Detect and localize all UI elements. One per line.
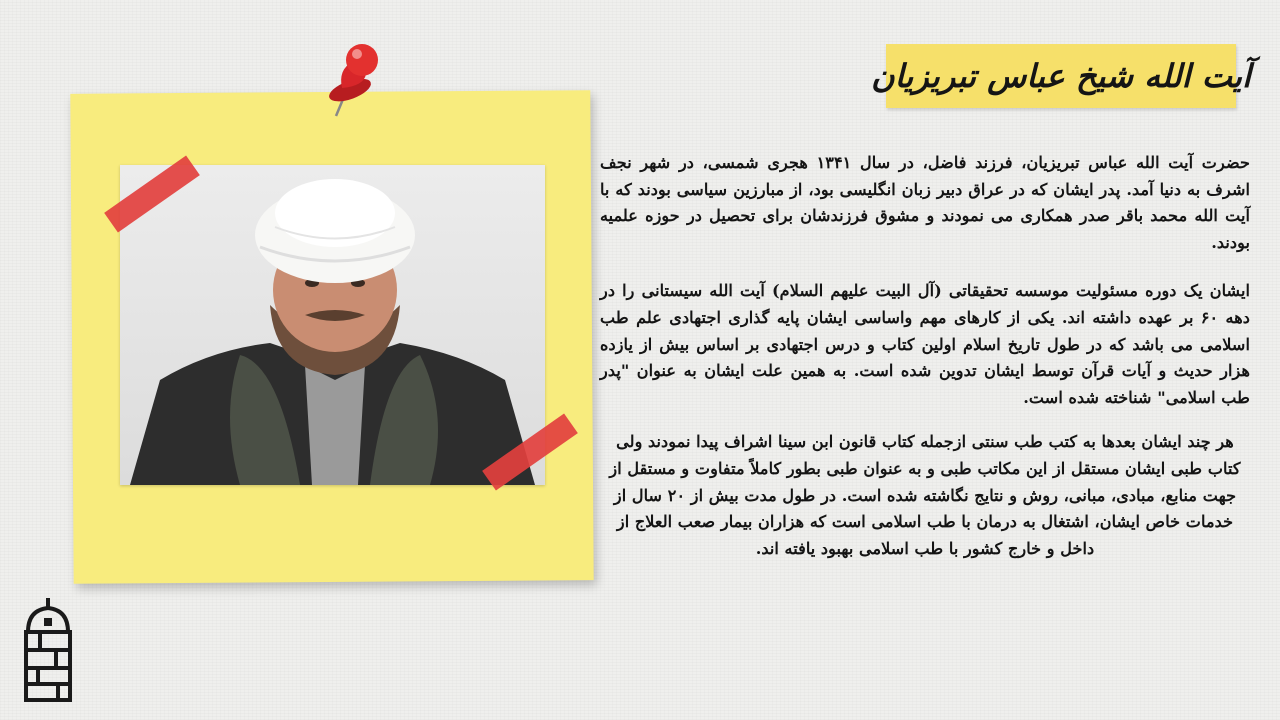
paragraph-2: ایشان یک دوره مسئولیت موسسه تحقیقاتی (آل البیت علیهم السلام) آیت الله سیستانی را در دهه ۶۰ بر عهده داشته اند. یکی از کارهای مهم واساسی ایشان پایه گذاری اجتهادی علم طب اسلامی می باشد که در طول تاریخ اسلام اولین کتاب و درس اجتهادی بر اساس بیش از یازده هزار حدیث و آیات قرآن توسط ایشان تدوین شده است. به همین علت ایشان به عنوان "پدر طب اسلامی" شناخته شده است. — [600, 281, 1250, 407]
portrait-illustration — [120, 165, 545, 485]
biography-text — [600, 150, 1250, 584]
paragraph-1: حضرت آیت الله عباس تبریزیان، فرزند فاضل، در سال ۱۳۴۱ هجری شمسی، در شهر نجف اشرف به دنیا آمد. پدر ایشان که در عراق دبیر زبان انگلیسی بود، از مبارزین سیاسی بودند که با آیت الله محمد باقر صدر همکاری می نمودند و مشوق فرزندشان برای تحصیل در حوزه علمیه بودند. — [600, 153, 1250, 252]
mosque-calligraphy-logo — [20, 596, 76, 704]
push-pin-icon — [318, 40, 390, 120]
page-title: آیت الله شیخ عباس تبریزیان — [871, 57, 1251, 95]
title-banner — [871, 44, 1251, 108]
portrait-photo — [120, 165, 545, 485]
paragraph-3: هر چند ایشان بعدها به کتب طب سنتی ازجمله کتاب قانون ابن سینا اشراف پیدا نمودند ولی کتاب طبی ایشان مستقل از این مکاتب طبی و به عنوان طبی بطور کاملاً متفاوت و مستقل از جهت منابع، مبادی، مبانی، روش و نتایج نگاشته شده است. در طول مدت بیش از ۲۰ سال از خدمات خاص ایشان، اشتغال به درمان با طب اسلامی است که هزاران بیمار صعب العلاج از داخل و خارج کشور با طب اسلامی بهبود یافته اند. — [609, 432, 1241, 558]
